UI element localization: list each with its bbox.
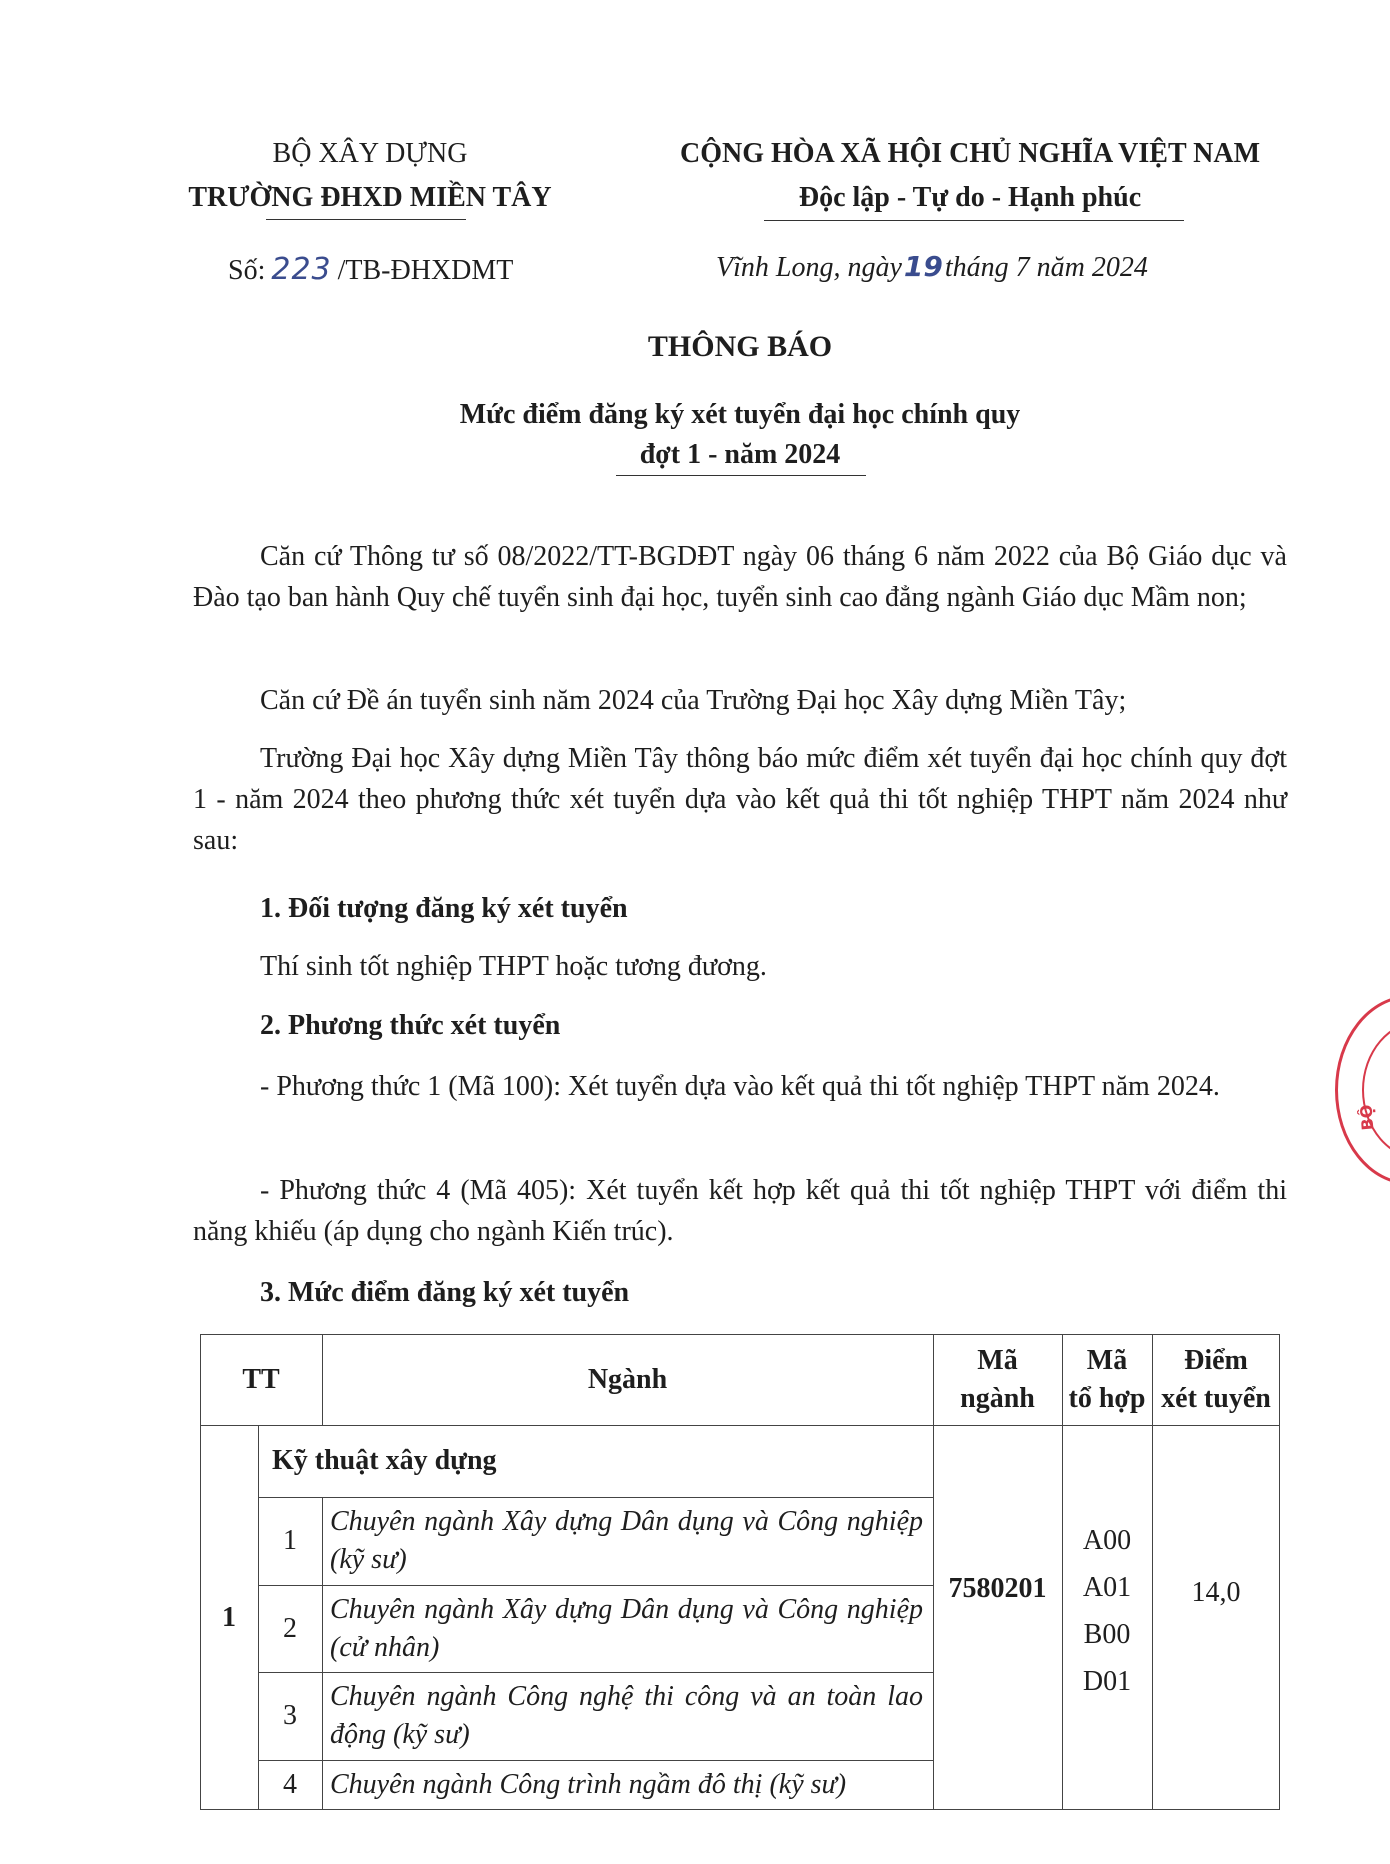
section-2-title: 2. Phương thức xét tuyển — [260, 1010, 561, 1041]
header-ma-to-hop-line1: Mã — [1086, 1344, 1128, 1376]
row-stt: 4 — [283, 1769, 297, 1800]
header-ma-nganh-line2: ngành — [960, 1382, 1035, 1414]
doc-number-label: Số: — [228, 255, 266, 286]
header-diem-line1: Điểm — [1184, 1344, 1248, 1376]
doc-number-suffix: /TB-ĐHXDMT — [337, 255, 514, 286]
doc-number-handwritten: 223 — [271, 252, 332, 287]
row-specialization: Chuyên ngành Công trình ngầm đô thị (kỹ sư) — [330, 1769, 847, 1800]
header-ma-to-hop — [1062, 1334, 1152, 1425]
group-ma-nganh: 7580201 — [948, 1573, 1047, 1604]
paragraph-legal-basis-2 — [193, 680, 1287, 721]
document-title: THÔNG BÁO — [647, 330, 833, 363]
subtitle-line-2: đợt 1 - năm 2024 — [639, 439, 841, 470]
method-1-text: - Phương thức 1 (Mã 100): Xét tuyển dựa vào kết quả thi tốt nghiệp THPT năm 2024. — [260, 1071, 1220, 1102]
university-underline — [266, 219, 466, 220]
header-diem — [1152, 1334, 1280, 1425]
subtitle-underline — [616, 475, 866, 476]
section-1-text: Thí sinh tốt nghiệp THPT hoặc tương đương. — [260, 951, 767, 982]
group-tt: 1 — [222, 1601, 236, 1633]
paragraph-announcement — [193, 738, 1287, 861]
to-hop-code: A00 — [1082, 1525, 1132, 1556]
to-hop-code: D01 — [1082, 1666, 1132, 1697]
group-diem: 14,0 — [1191, 1577, 1241, 1608]
paragraph-legal-basis-1 — [193, 536, 1287, 618]
row-specialization: Chuyên ngành Công nghệ thi công và an toàn lao động (kỹ sư) — [330, 1681, 923, 1750]
place-date — [716, 250, 1148, 284]
subtitle-line-1: Mức điểm đăng ký xét tuyển đại học chính quy — [459, 399, 1021, 430]
motto-text: Độc lập - Tự do - Hạnh phúc — [798, 182, 1142, 213]
university-name — [150, 182, 590, 214]
section-1-title: 1. Đối tượng đăng ký xét tuyển — [260, 893, 628, 924]
group-name: Kỹ thuật xây dựng — [272, 1445, 497, 1476]
header-ma-to-hop-line2: tổ hợp — [1068, 1382, 1146, 1414]
method-4-text: - Phương thức 4 (Mã 405): Xét tuyển kết hợp kết quả thi tốt nghiệp THPT với điểm thi năng khiếu (áp dụng cho ngành Kiến trúc). — [193, 1175, 1287, 1247]
to-hop-code: A01 — [1082, 1572, 1132, 1603]
header-ma-nganh-line1: Mã — [977, 1344, 1018, 1376]
row-stt: 2 — [283, 1612, 297, 1644]
row-specialization: Chuyên ngành Xây dựng Dân dụng và Công nghiệp (kỹ sư) — [330, 1506, 923, 1575]
method-1 — [193, 1066, 1287, 1107]
row-stt: 1 — [283, 1525, 297, 1556]
place-suffix: tháng 7 năm 2024 — [944, 252, 1148, 283]
group-to-hop-list — [1062, 1425, 1152, 1810]
national-motto — [640, 182, 1300, 214]
header-nganh: Ngành — [587, 1363, 668, 1395]
header-ma-nganh — [933, 1334, 1062, 1425]
day-handwritten: 19 — [903, 250, 943, 283]
to-hop-code: B00 — [1083, 1619, 1131, 1650]
header-tt: TT — [242, 1363, 280, 1395]
row-specialization: Chuyên ngành Xây dựng Dân dụng và Công nghiệp (cử nhân) — [330, 1593, 923, 1663]
document-number — [228, 252, 513, 287]
document-subtitle — [380, 395, 1100, 475]
country-name: CỘNG HÒA XÃ HỘI CHỦ NGHĨA VIỆT NAM — [679, 138, 1261, 169]
section-3-title: 3. Mức điểm đăng ký xét tuyển — [260, 1277, 630, 1308]
paragraph-text: Trường Đại học Xây dựng Miền Tây thông báo mức điểm xét tuyển đại học chính quy đợt 1 - năm 2024 theo phương thức xét tuyển dựa vào kết quả thi tốt nghiệp THPT năm 2024 như sau: — [193, 743, 1287, 856]
university-name-text: TRƯỜNG ĐHXD MIỀN TÂY — [188, 182, 552, 213]
motto-underline — [764, 220, 1184, 221]
place-prefix: Vĩnh Long, ngày — [716, 252, 902, 283]
paragraph-text: Căn cứ Thông tư số 08/2022/TT-BGDĐT ngày 06 tháng 6 năm 2022 của Bộ Giáo dục và Đào tạo ban hành Quy chế tuyển sinh đại học, tuyển sinh cao đẳng ngành Giáo dục Mầm non; — [193, 541, 1287, 613]
official-seal-text: BỘ — [1356, 1103, 1378, 1132]
header-diem-line2: xét tuyển — [1161, 1382, 1271, 1414]
ministry-name: BỘ XÂY DỰNG — [272, 138, 468, 169]
method-4 — [193, 1170, 1287, 1252]
row-stt: 3 — [283, 1700, 297, 1731]
paragraph-text: Căn cứ Đề án tuyển sinh năm 2024 của Trường Đại học Xây dựng Miền Tây; — [260, 685, 1127, 716]
